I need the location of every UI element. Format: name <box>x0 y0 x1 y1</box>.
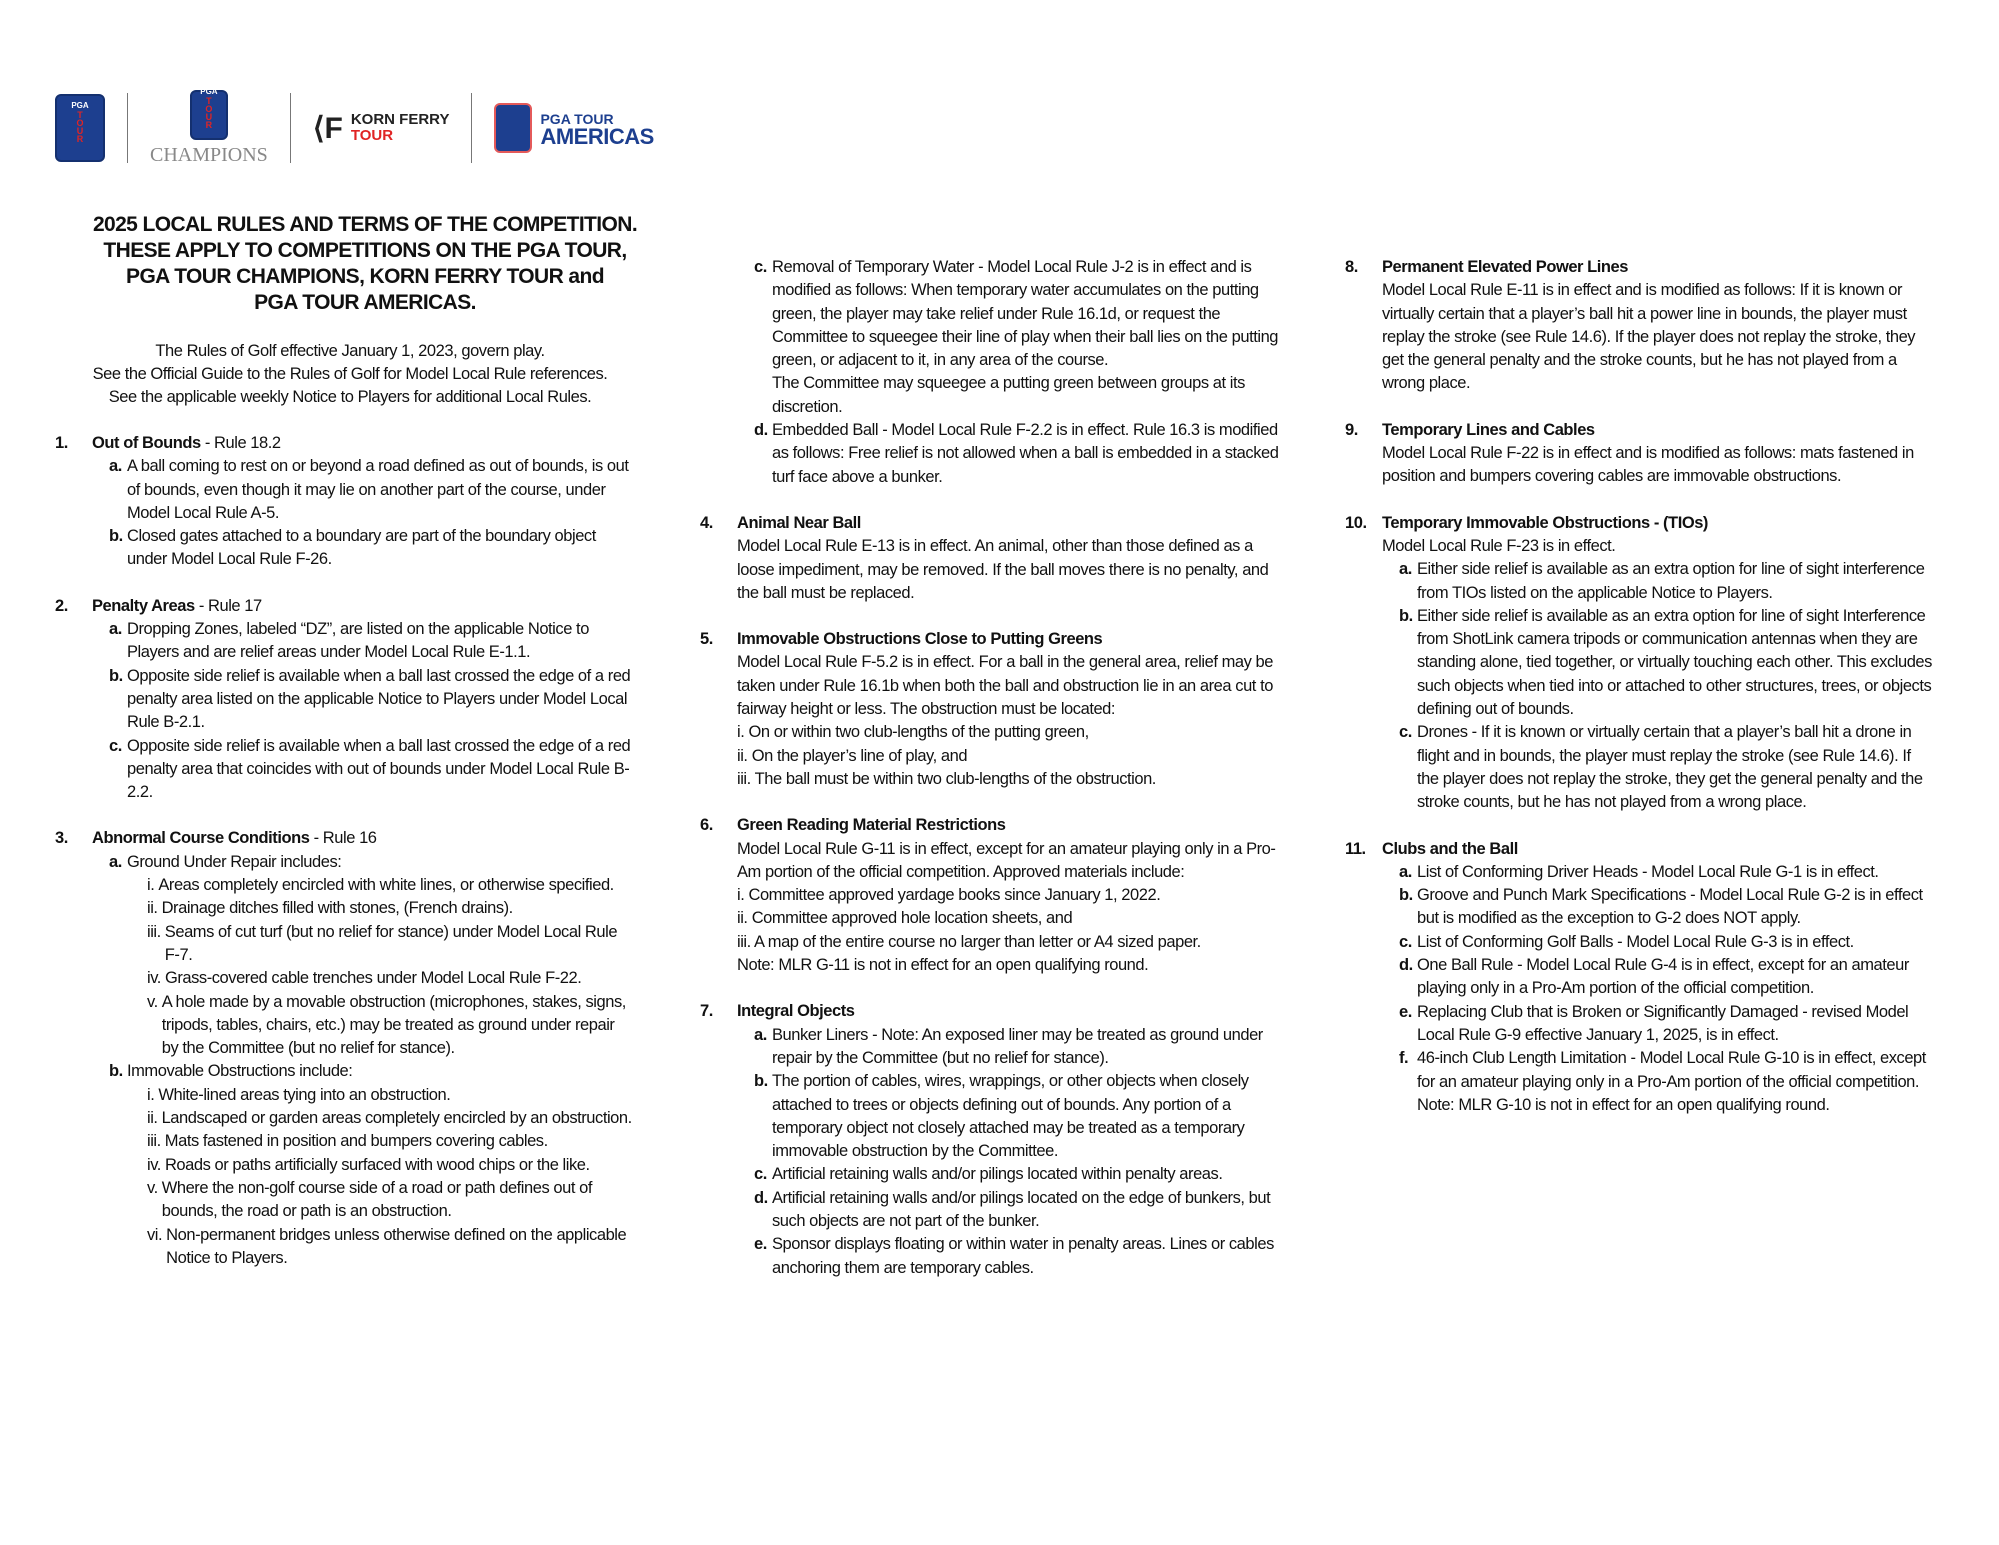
section-title-wrap <box>737 512 861 535</box>
sub-item <box>1382 861 1935 884</box>
roman-item <box>127 1107 635 1130</box>
section-number: 10. <box>1345 513 1367 532</box>
section-rule-ref: - Rule 16 <box>309 829 377 848</box>
paragraph: Model Local Rule E-11 is in effect and is modified as follows: If it is known or virtually certain that a player’s ball hit a power line in bounds, the player must replay the stroke (see Rule 14.6). If the player does not replay the stroke, they get the general penalty and the stroke counts, but he has not played from a wrong place. <box>1382 281 1916 393</box>
paragraph: iii. The ball must be within two club-lengths of the obstruction. <box>737 769 1156 788</box>
roman-item <box>127 1154 635 1177</box>
sub-item-label: c. <box>1399 723 1412 742</box>
section-body <box>700 838 1290 978</box>
sub-item <box>1382 884 1935 931</box>
sub-item-content <box>1417 1047 1935 1117</box>
sub-item-content <box>127 618 635 665</box>
sub-item-content <box>772 1233 1290 1280</box>
roman-label: iii. <box>147 922 161 941</box>
sub-item-content <box>772 1187 1290 1234</box>
rule-section <box>1345 256 1935 396</box>
sub-item-content <box>1417 954 1935 1001</box>
korn-ferry-logo: ⟨F KORN FERRY TOUR <box>312 111 450 145</box>
sub-item-text: Opposite side relief is available when a ball last crossed the edge of a red penalty area listed on the applicable Notice to Players under Model Local Rule B-2.1. <box>127 666 631 732</box>
sub-item <box>92 1060 635 1270</box>
logo-divider <box>471 93 472 163</box>
sub-item-label: a. <box>109 457 122 476</box>
sub-item-text: Either side relief is available as an extra option for line of sight interference from TIOs listed on the applicable Notice to Players. <box>1417 560 1925 602</box>
rule-section <box>55 432 635 572</box>
intro-text <box>55 340 645 409</box>
sub-item-content <box>127 665 635 735</box>
section-title: Green Reading Material Restrictions <box>737 816 1006 835</box>
sub-item <box>737 1070 1290 1163</box>
section-title-wrap <box>92 595 262 618</box>
roman-item <box>127 1130 635 1153</box>
section-title-wrap <box>92 432 281 455</box>
roman-label: v. <box>147 1178 158 1197</box>
sub-item-label: d. <box>754 421 768 440</box>
rule-section <box>700 628 1290 791</box>
sub-item-content <box>772 419 1290 489</box>
roman-label: i. <box>147 1085 155 1104</box>
section-body <box>700 1024 1290 1280</box>
column-2 <box>700 256 1290 1303</box>
rule-section <box>700 256 1290 489</box>
sub-item-text: Artificial retaining walls and/or pilings located within penalty areas. <box>772 1165 1223 1184</box>
sub-item <box>737 1163 1290 1186</box>
sub-item-content <box>1417 931 1854 954</box>
sub-item-label: c. <box>1399 932 1412 951</box>
section-title-wrap <box>1382 256 1628 279</box>
pga-tour-americas-logo: PGA TOUR AMERICAS <box>494 103 653 153</box>
section-heading <box>1345 838 1935 861</box>
section-title-wrap <box>737 1000 855 1023</box>
section-title: Abnormal Course Conditions <box>92 829 310 848</box>
section-number: 6. <box>700 816 713 835</box>
roman-text: Where the non-golf course side of a road or path defines out of bounds, the road or path is an obstruction. <box>161 1178 592 1221</box>
sub-item-text: Either side relief is available as an extra option for line of sight Interference from ShotLink camera tripods or communication antennas when they are standing alone, tied together, or virtually touching each other. This excludes such objects when tied into or attached to other structures, trees, or objects defining out of bounds. <box>1417 606 1932 719</box>
sub-item <box>92 455 635 525</box>
section-number: 7. <box>700 1002 713 1021</box>
roman-item <box>127 1084 635 1107</box>
sub-item-content <box>127 525 635 572</box>
sub-item-text: Immovable Obstructions include: <box>127 1062 353 1081</box>
section-title: Permanent Elevated Power Lines <box>1382 258 1629 276</box>
sub-item-note: The Committee may squeegee a putting green between groups at its discretion. <box>772 374 1245 416</box>
sub-item <box>737 1024 1290 1071</box>
section-number: 2. <box>55 596 68 615</box>
sub-item-label: c. <box>109 736 122 755</box>
sub-item-content <box>772 1024 1290 1071</box>
paragraph: Note: MLR G-11 is not in effect for an open qualifying round. <box>737 956 1149 975</box>
sub-item-label: a. <box>754 1025 767 1044</box>
roman-text: Seams of cut turf (but no relief for stance) under Model Local Rule F-7. <box>164 922 618 964</box>
title-line: THESE APPLY TO COMPETITIONS ON THE PGA TOUR, <box>103 239 627 262</box>
section-title: Temporary Immovable Obstructions <box>1382 513 1650 532</box>
rule-section <box>700 814 1290 977</box>
section-number: 1. <box>55 434 68 452</box>
section-number: 11. <box>1345 839 1366 858</box>
roman-item <box>127 967 635 990</box>
sub-item-text: Replacing Club that is Broken or Significantly Damaged - revised Model Local Rule G-9 effective January 1, 2025, is in effect. <box>1417 1002 1909 1044</box>
roman-text: Drainage ditches filled with stones, (French drains). <box>161 899 513 918</box>
sub-item-label: d. <box>754 1188 768 1207</box>
roman-item <box>127 874 635 897</box>
sub-item-text: The portion of cables, wires, wrappings, or other objects when closely attached to trees or objects defining out of bounds. Any portion of a temporary object not closely attached may be treated as a temporary immovable obstruction by the Committee. <box>772 1072 1249 1161</box>
title-line: PGA TOUR AMERICAS. <box>254 291 476 314</box>
sub-item-label: c. <box>754 258 767 276</box>
roman-item <box>127 921 635 968</box>
sub-item-text: List of Conforming Golf Balls - Model Local Rule G-3 is in effect. <box>1417 932 1854 951</box>
section-body <box>700 651 1290 791</box>
roman-text: Landscaped or garden areas completely encircled by an obstruction. <box>161 1109 632 1128</box>
section-title-wrap <box>1382 419 1595 442</box>
sub-item <box>1382 605 1935 721</box>
section-heading <box>55 595 635 618</box>
section-title: Integral Objects <box>737 1002 855 1021</box>
roman-text: Grass-covered cable trenches under Model Local Rule F-22. <box>164 969 582 988</box>
sub-item <box>737 419 1290 489</box>
paragraph: Model Local Rule F-5.2 is in effect. For a ball in the general area, relief may be taken under Rule 16.1b when both the ball and obstruction lie in an area cut to fairway height or less. The obstruction must be located: <box>737 653 1274 719</box>
section-title-wrap <box>737 814 1006 837</box>
sub-item <box>737 1187 1290 1234</box>
rule-section <box>55 827 635 1270</box>
sub-item <box>92 735 635 805</box>
sub-item-text: Artificial retaining walls and/or pilings located on the edge of bunkers, but such objects are not part of the bunker. <box>772 1188 1271 1230</box>
roman-label: iv. <box>147 969 161 988</box>
sub-item-label: d. <box>1399 956 1413 975</box>
sub-item-text: Embedded Ball - Model Local Rule F-2.2 is in effect. Rule 16.3 is modified as follows: Free relief is not allowed when a ball is embedded in a stacked turf face above a bunker. <box>772 421 1279 486</box>
sub-item <box>1382 954 1935 1001</box>
roman-label: iv. <box>147 1155 161 1174</box>
section-heading <box>55 432 635 455</box>
roman-text: White-lined areas tying into an obstruction. <box>158 1085 451 1104</box>
paragraph: Model Local Rule E-13 is in effect. An animal, other than those defined as a loose impediment, may be removed. If the ball moves there is no penalty, and the ball must be replaced. <box>737 537 1269 602</box>
sub-item-content <box>127 1060 635 1270</box>
paragraph: Model Local Rule F-22 is in effect and is modified as follows: mats fastened in position and bumpers covering cables are immovable obstructions. <box>1382 444 1914 486</box>
section-heading <box>700 512 1290 535</box>
sub-item-content <box>772 1070 1290 1163</box>
sub-item-label: a. <box>1399 862 1412 881</box>
sub-item-content <box>1417 1001 1935 1048</box>
section-rule-ref: - Rule 18.2 <box>200 434 281 452</box>
paragraph: Model Local Rule F-23 is in effect. <box>1382 536 1616 555</box>
sub-item-text: 46-inch Club Length Limitation - Model Local Rule G-10 is in effect, except for an amateur playing only in a Pro-Am portion of the official competition. <box>1417 1049 1926 1091</box>
title-line: PGA TOUR CHAMPIONS, KORN FERRY TOUR and <box>126 265 604 288</box>
sub-item <box>737 256 1290 419</box>
sub-item-content <box>772 1163 1222 1186</box>
sub-item <box>92 618 635 665</box>
section-rule-ref: - (TIOs) <box>1649 513 1708 532</box>
pga-tour-logo: PGA TOUR <box>55 94 105 162</box>
roman-text: Areas completely encircled with white lines, or otherwise specified. <box>158 876 614 895</box>
section-heading <box>700 628 1290 651</box>
rule-section <box>700 1000 1290 1280</box>
sub-item-label: e. <box>1399 1002 1412 1021</box>
section-body <box>55 618 635 804</box>
sub-item-content <box>1417 558 1935 605</box>
paragraph: Model Local Rule G-11 is in effect, except for an amateur playing only in a Pro-Am portion of the official competition. Approved materials include: <box>737 839 1276 881</box>
sub-item <box>92 665 635 735</box>
section-title: Temporary Lines and Cables <box>1382 420 1595 439</box>
section-number: 9. <box>1345 420 1358 439</box>
sub-item-text: Dropping Zones, labeled “DZ”, are listed on the applicable Notice to Players and are relief areas under Model Local Rule E-1.1. <box>127 620 589 662</box>
section-number: 4. <box>700 513 713 532</box>
sub-item <box>1382 1047 1935 1117</box>
sub-item-text: Bunker Liners - Note: An exposed liner may be treated as ground under repair by the Committee (but no relief for stance). <box>772 1025 1263 1067</box>
column-3 <box>1345 256 1935 1140</box>
paragraph: i. On or within two club-lengths of the putting green, <box>737 723 1089 742</box>
rule-section <box>700 512 1290 605</box>
roman-label: vi. <box>147 1225 163 1244</box>
sub-item-label: f. <box>1399 1049 1409 1068</box>
sub-item-content <box>127 851 635 1061</box>
section-number: 8. <box>1345 258 1358 276</box>
section-heading <box>1345 419 1935 442</box>
sub-item-text: Groove and Punch Mark Specifications - Model Local Rule G-2 is in effect but is modified as the exception to G-2 does NOT apply. <box>1417 886 1923 928</box>
section-body <box>700 256 1290 489</box>
sub-item-text: Sponsor displays floating or within water in penalty areas. Lines or cables anchoring them are temporary cables. <box>772 1235 1274 1277</box>
logo-bar <box>55 87 654 166</box>
section-title-wrap <box>1382 512 1708 535</box>
paragraph: i. Committee approved yardage books since January 1, 2022. <box>737 886 1161 905</box>
sub-item-label: b. <box>109 527 123 546</box>
roman-item <box>127 1224 635 1271</box>
roman-label: v. <box>147 992 158 1011</box>
section-title: Penalty Areas <box>92 596 195 615</box>
section-body <box>1345 861 1935 1117</box>
sub-item-text: One Ball Rule - Model Local Rule G-4 is in effect, except for an amateur playing only in a Pro-Am portion of the official competition. <box>1417 956 1909 998</box>
roman-item <box>127 897 635 920</box>
roman-label: i. <box>147 876 155 895</box>
paragraph: ii. On the player’s line of play, and <box>737 746 968 765</box>
sub-item-content <box>772 256 1290 419</box>
section-body <box>1345 279 1935 395</box>
rule-section <box>55 595 635 805</box>
sub-item-content <box>1417 721 1935 814</box>
roman-item <box>127 991 635 1061</box>
sub-item-content <box>127 455 635 525</box>
section-body <box>55 455 635 571</box>
sub-item-label: b. <box>1399 886 1413 905</box>
document-title <box>80 212 650 316</box>
section-body <box>1345 442 1935 489</box>
sub-item <box>1382 1001 1935 1048</box>
sub-item <box>92 525 635 572</box>
section-body <box>700 535 1290 605</box>
sub-item-label: e. <box>754 1235 767 1254</box>
sub-item-content <box>127 735 635 805</box>
roman-text: Non-permanent bridges unless otherwise defined on the applicable Notice to Players. <box>166 1225 627 1267</box>
sub-item-label: b. <box>754 1072 768 1091</box>
section-heading <box>1345 256 1935 279</box>
section-rule-ref: - Rule 17 <box>194 596 262 615</box>
sub-item-label: b. <box>1399 606 1413 625</box>
sub-item-text: List of Conforming Driver Heads - Model Local Rule G-1 is in effect. <box>1417 862 1879 881</box>
sub-item-label: a. <box>1399 560 1412 579</box>
logo-divider <box>290 93 291 163</box>
sub-item-content <box>1417 861 1879 884</box>
section-heading <box>55 827 635 850</box>
title-line: 2025 LOCAL RULES AND TERMS OF THE COMPETITION. <box>92 213 638 236</box>
sub-item-text: Removal of Temporary Water - Model Local Rule J-2 is in effect and is modified as follows: When temporary water accumulates on the putting green, the player may take relief under Rule 16.1d, or request the Committee to squeegee their line of play when their ball lies on the putting green, or adjacent to it, in any area of the course. <box>772 258 1279 370</box>
sub-item-text: Closed gates attached to a boundary are part of the boundary object under Model Local Rule F-26. <box>127 527 596 569</box>
sub-item-text: A ball coming to rest on or beyond a road defined as out of bounds, is out of bounds, even though it may lie on another part of the course, under Model Local Rule A-5. <box>127 457 629 522</box>
sub-item-content <box>1417 605 1935 721</box>
rule-section <box>1345 838 1935 1118</box>
intro-line: See the applicable weekly Notice to Players for additional Local Rules. <box>108 388 592 406</box>
section-title-wrap <box>737 628 1102 651</box>
section-title: Immovable Obstructions Close to Putting Greens <box>737 630 1103 649</box>
sub-item-label: b. <box>109 666 123 685</box>
roman-text: Mats fastened in position and bumpers covering cables. <box>164 1132 548 1151</box>
sub-item <box>92 851 635 1061</box>
roman-label: ii. <box>147 1109 158 1128</box>
sub-item-content <box>1417 884 1935 931</box>
section-heading <box>1345 512 1935 535</box>
sub-item-text: Opposite side relief is available when a ball last crossed the edge of a red penalty area that coincides with out of bounds under Model Local Rule B-2.2. <box>127 736 631 802</box>
section-title-wrap <box>92 827 377 850</box>
section-number: 3. <box>55 829 68 848</box>
sub-item-label: b. <box>109 1062 123 1081</box>
column-1 <box>55 432 635 1293</box>
section-body <box>55 851 635 1270</box>
section-heading <box>700 814 1290 837</box>
sub-item-text: Drones - If it is known or virtually certain that a player’s ball hit a drone in flight and in bounds, the player must replay the stroke (see Rule 14.6). If the player does not replay the stroke, they get the general penalty and the stroke counts, but he has not played from a wrong place. <box>1417 723 1923 812</box>
roman-label: iii. <box>147 1132 161 1151</box>
sub-item-text: Ground Under Repair includes: <box>127 852 342 871</box>
paragraph: iii. A map of the entire course no larger than letter or A4 sized paper. <box>737 932 1201 951</box>
sub-item <box>1382 721 1935 814</box>
sub-item-label: a. <box>109 852 122 871</box>
section-title: Clubs and the Ball <box>1382 839 1518 858</box>
section-title: Out of Bounds <box>92 434 201 452</box>
champions-logo: PGA TOUR CHAMPIONS <box>150 87 268 166</box>
sub-item-label: c. <box>754 1165 767 1184</box>
section-heading <box>700 1000 1290 1023</box>
section-body <box>1345 535 1935 815</box>
sub-item-note: Note: MLR G-10 is not in effect for an open qualifying round. <box>1417 1095 1830 1114</box>
section-title-wrap <box>1382 838 1518 861</box>
section-number: 5. <box>700 630 713 649</box>
roman-text: A hole made by a movable obstruction (microphones, stakes, signs, tripods, tables, chairs, etc.) may be treated as ground under repair by the Committee (but no relief for stance). <box>161 992 626 1058</box>
roman-item <box>127 1177 635 1224</box>
rule-section <box>1345 512 1935 815</box>
intro-line: See the Official Guide to the Rules of Golf for Model Local Rule references. <box>92 365 608 383</box>
sub-item <box>1382 558 1935 605</box>
paragraph: ii. Committee approved hole location sheets, and <box>737 909 1073 928</box>
sub-item-label: a. <box>109 620 122 639</box>
rule-section <box>1345 419 1935 489</box>
logo-divider <box>127 93 128 163</box>
intro-line: The Rules of Golf effective January 1, 2023, govern play. <box>155 342 545 360</box>
sub-item <box>737 1233 1290 1280</box>
roman-label: ii. <box>147 899 158 918</box>
roman-text: Roads or paths artificially surfaced with wood chips or the like. <box>164 1155 590 1174</box>
section-title: Animal Near Ball <box>737 513 861 532</box>
sub-item <box>1382 931 1935 954</box>
